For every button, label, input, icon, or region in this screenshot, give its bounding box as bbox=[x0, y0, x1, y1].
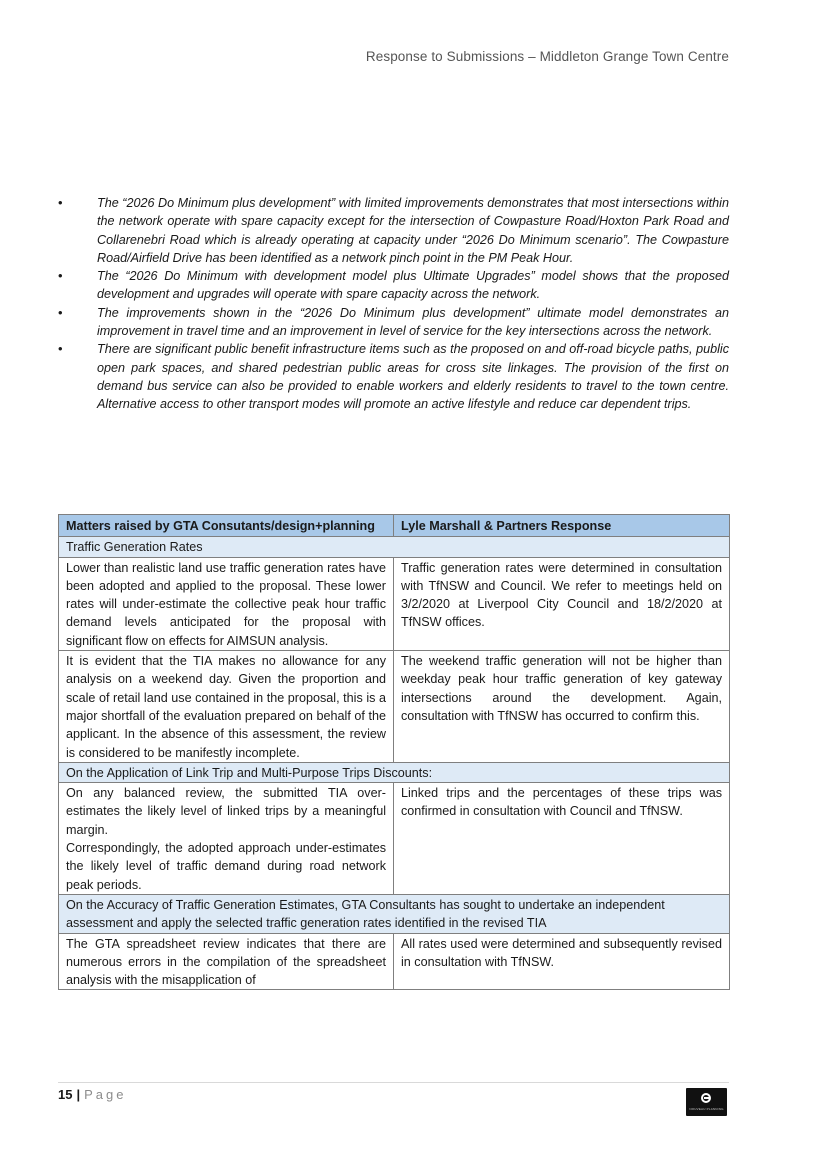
response-cell: Traffic generation rates were determined in consultation with TfNSW and Council. We refer to meetings held on 3/2/2020 at Liverpool City Council and 18/2/2020 at TfNSW offices. bbox=[394, 557, 730, 650]
response-cell: All rates used were determined and subsequently revised in consultation with TfNSW. bbox=[394, 933, 730, 990]
matter-cell: Lower than realistic land use traffic generation rates have been adopted and applied to the proposal. These lower rates will under-estimate the collective peak hour traffic demand levels anticipated for the proposal with significant flow on effects for AIMSUN analysis. bbox=[59, 557, 394, 650]
bullet-text: The improvements shown in the “2026 Do Minimum plus development” ultimate model demonstrates an improvement in travel time and an improvement in level of service for the key intersections across the network. bbox=[97, 305, 729, 339]
response-table bbox=[58, 514, 730, 990]
table-row bbox=[59, 651, 730, 763]
response-cell: The weekend traffic generation will not be higher than weekday peak hour traffic generation of key gateway intersections around the development. Again, consultation with TfNSW has occurred to confirm this. bbox=[394, 651, 730, 763]
brand-logo-icon bbox=[686, 1088, 727, 1116]
column-header-matters: Matters raised by GTA Consutants/design+planning bbox=[59, 515, 394, 537]
section-title: On the Accuracy of Traffic Generation Estimates, GTA Consultants has sought to undertake an independent assessment and apply the selected traffic generation rates identified in the revised TIA bbox=[59, 894, 730, 933]
bullet-list bbox=[58, 194, 729, 414]
bullet-text: The “2026 Do Minimum with development model plus Ultimate Upgrades” model shows that the proposed development and upgrades will operate with spare capacity across the network. bbox=[97, 269, 729, 302]
page-separator: | bbox=[76, 1087, 81, 1102]
table-row bbox=[59, 933, 730, 990]
bullet-text: There are significant public benefit infrastructure items such as the proposed on and off-road bicycle paths, public open park spaces, and shared pedestrian public areas for cross site linkages. The provision of the first on demand bus service can also be provided to enable workers and elderly residents to travel to the town centre. Alternative access to other transport modes will promote an active lifestyle and reduce car dependent trips. bbox=[97, 342, 729, 412]
page-label: Page bbox=[84, 1087, 127, 1102]
matter-paragraph: Correspondingly, the adopted approach under-estimates the likely level of traffic demand during road network peak periods. bbox=[66, 841, 386, 892]
page-header: Response to Submissions – Middleton Grange Town Centre bbox=[365, 49, 729, 64]
table-row bbox=[59, 557, 730, 650]
section-row-link-trip-discounts bbox=[59, 762, 730, 782]
matter-cell bbox=[59, 783, 394, 895]
column-header-response: Lyle Marshall & Partners Response bbox=[394, 515, 730, 537]
section-title: On the Application of Link Trip and Multi-Purpose Trips Discounts: bbox=[59, 762, 730, 782]
footer-divider bbox=[58, 1082, 729, 1083]
page-number: 15 bbox=[58, 1087, 73, 1102]
logo-text: NOUVEAU PLANNING bbox=[689, 1107, 724, 1111]
page-footer bbox=[58, 1087, 126, 1102]
response-cell: Linked trips and the percentages of these trips was confirmed in consultation with Council and TfNSW. bbox=[394, 783, 730, 895]
table-row bbox=[59, 783, 730, 895]
bullet-text: The “2026 Do Minimum plus development” with limited improvements demonstrates that most intersections within the network operate with spare capacity except for the intersection of Cowpasture Road/Hoxton Park Road and Collarenebri Road which is already operating at capacity under “2026 Do Minimum scenario”. The Cowpasture Road/Airfield Drive has been identified as a network pinch point in the PM Peak Hour. bbox=[97, 196, 729, 265]
bullet-item bbox=[58, 194, 729, 267]
bullet-icon: • bbox=[58, 268, 63, 284]
section-title: Traffic Generation Rates bbox=[59, 537, 730, 557]
matter-paragraph: On any balanced review, the submitted TIA over-estimates the likely level of linked trips by a meaningful margin. bbox=[66, 786, 386, 837]
logo-mark-icon bbox=[701, 1093, 711, 1103]
matter-cell: It is evident that the TIA makes no allowance for any analysis on a weekend day. Given the proportion and scale of retail land use contained in the proposal, this is a major shortfall of the evaluation prepared on behalf of the applicant. In the absence of this assessment, the review is considered to be manifestly incomplete. bbox=[59, 651, 394, 763]
section-row-traffic-generation-rates bbox=[59, 537, 730, 557]
bullet-item bbox=[58, 304, 729, 341]
bullet-icon: • bbox=[58, 195, 63, 210]
bullet-icon: • bbox=[58, 304, 63, 320]
bullet-icon: • bbox=[58, 341, 63, 357]
matter-cell: The GTA spreadsheet review indicates that there are numerous errors in the compilation of the spreadsheet analysis with the misapplication of bbox=[59, 933, 394, 990]
bullet-item bbox=[58, 340, 729, 413]
bullet-item bbox=[58, 267, 729, 304]
table-header-row bbox=[59, 515, 730, 537]
section-row-accuracy-of-estimates bbox=[59, 894, 730, 933]
